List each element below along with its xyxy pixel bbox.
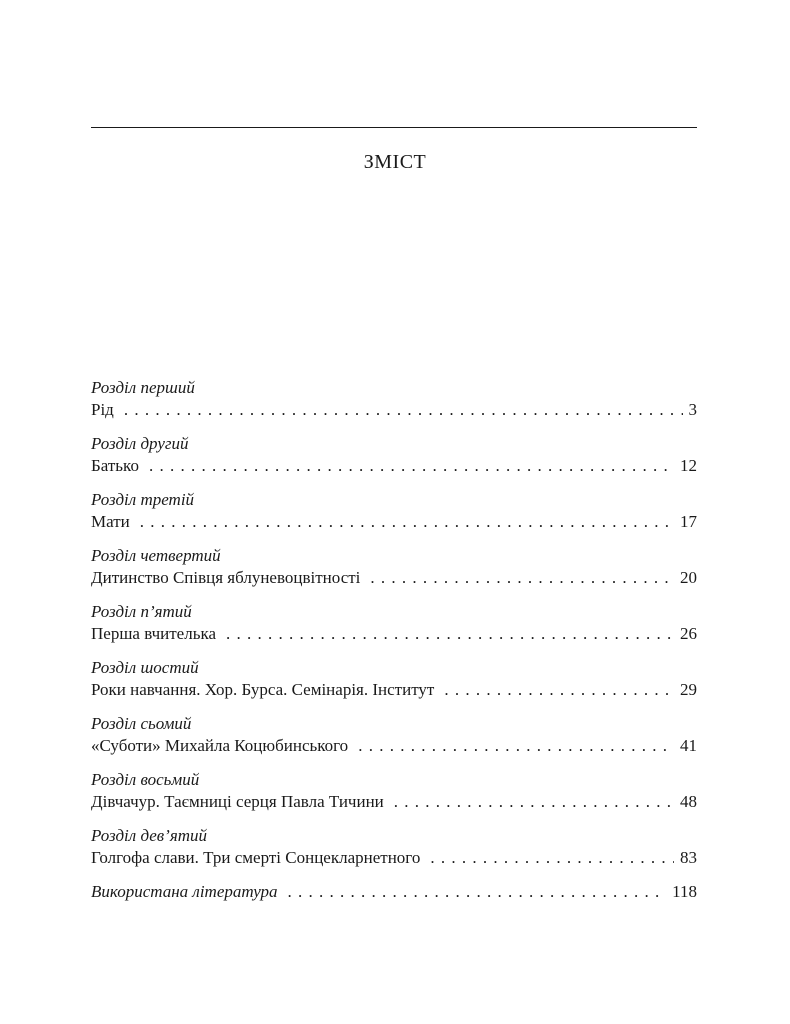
- page-number: 29: [680, 680, 697, 699]
- page-number: 12: [680, 456, 697, 475]
- toc-entry[interactable]: [91, 713, 697, 769]
- toc-entry[interactable]: [91, 489, 697, 545]
- top-rule: [91, 127, 697, 128]
- dot-leader: [444, 679, 674, 701]
- chapter-title: Роки навчання. Хор. Бурса. Семінарія. Інститут: [91, 680, 435, 699]
- chapter-title: Мати: [91, 512, 130, 531]
- toc-line: [91, 455, 697, 477]
- chapter-label: Розділ перший: [91, 378, 195, 397]
- page-number: 3: [688, 400, 697, 419]
- dot-leader: [226, 623, 674, 645]
- dot-leader: [430, 847, 674, 869]
- dot-leader: [358, 735, 674, 757]
- chapter-title: «Суботи» Михайла Коцюбинського: [91, 736, 349, 755]
- toc-entry[interactable]: [91, 825, 697, 881]
- chapter-label: Розділ другий: [91, 434, 189, 453]
- toc-line: [91, 399, 697, 421]
- chapter-title: Рід: [91, 400, 114, 419]
- chapter-title: Дівчачур. Таємниці серця Павла Тичини: [91, 792, 384, 811]
- toc-line: [91, 623, 697, 645]
- toc-entry[interactable]: [91, 433, 697, 489]
- toc-line: [91, 511, 697, 533]
- toc-line: [91, 847, 697, 869]
- dot-leader: [140, 511, 674, 533]
- page-number: 20: [680, 568, 697, 587]
- dot-leader: [370, 567, 674, 589]
- toc-line: [91, 567, 697, 589]
- page-number: 83: [680, 848, 697, 867]
- chapter-label: Розділ третій: [91, 490, 195, 509]
- toc-entry[interactable]: [91, 657, 697, 713]
- toc-entry[interactable]: [91, 601, 697, 657]
- page-number: 26: [680, 624, 697, 643]
- chapter-title: Батько: [91, 456, 139, 475]
- toc-line: [91, 791, 697, 813]
- chapter-label: Розділ п’ятий: [91, 602, 192, 621]
- chapter-title: Голгофа слави. Три смерті Сонцекларнетного: [91, 848, 421, 867]
- chapter-label: Розділ четвертий: [91, 546, 221, 565]
- table-of-contents: [91, 377, 697, 903]
- dot-leader: [394, 791, 674, 813]
- toc-entry[interactable]: [91, 377, 697, 433]
- chapter-title: Перша вчителька: [91, 624, 216, 643]
- dot-leader: [288, 881, 667, 903]
- chapter-label: Розділ восьмий: [91, 770, 200, 789]
- toc-entry[interactable]: [91, 545, 697, 601]
- page-number: 118: [672, 882, 697, 901]
- dot-leader: [124, 399, 683, 421]
- toc-entry[interactable]: [91, 769, 697, 825]
- chapter-label: Розділ дев’ятий: [91, 826, 208, 845]
- page-number: 41: [680, 736, 697, 755]
- chapter-label: Розділ шостий: [91, 658, 199, 677]
- toc-line: [91, 735, 697, 757]
- page-number: 48: [680, 792, 697, 811]
- toc-line: [91, 679, 697, 701]
- page-number: 17: [680, 512, 697, 531]
- page-title: ЗМІСТ: [363, 151, 427, 173]
- toc-references-line[interactable]: [91, 881, 697, 903]
- dot-leader: [149, 455, 674, 477]
- references-title: Використана література: [91, 882, 278, 901]
- chapter-title: Дитинство Співця яблуневоцвітності: [91, 568, 361, 587]
- chapter-label: Розділ сьомий: [91, 714, 192, 733]
